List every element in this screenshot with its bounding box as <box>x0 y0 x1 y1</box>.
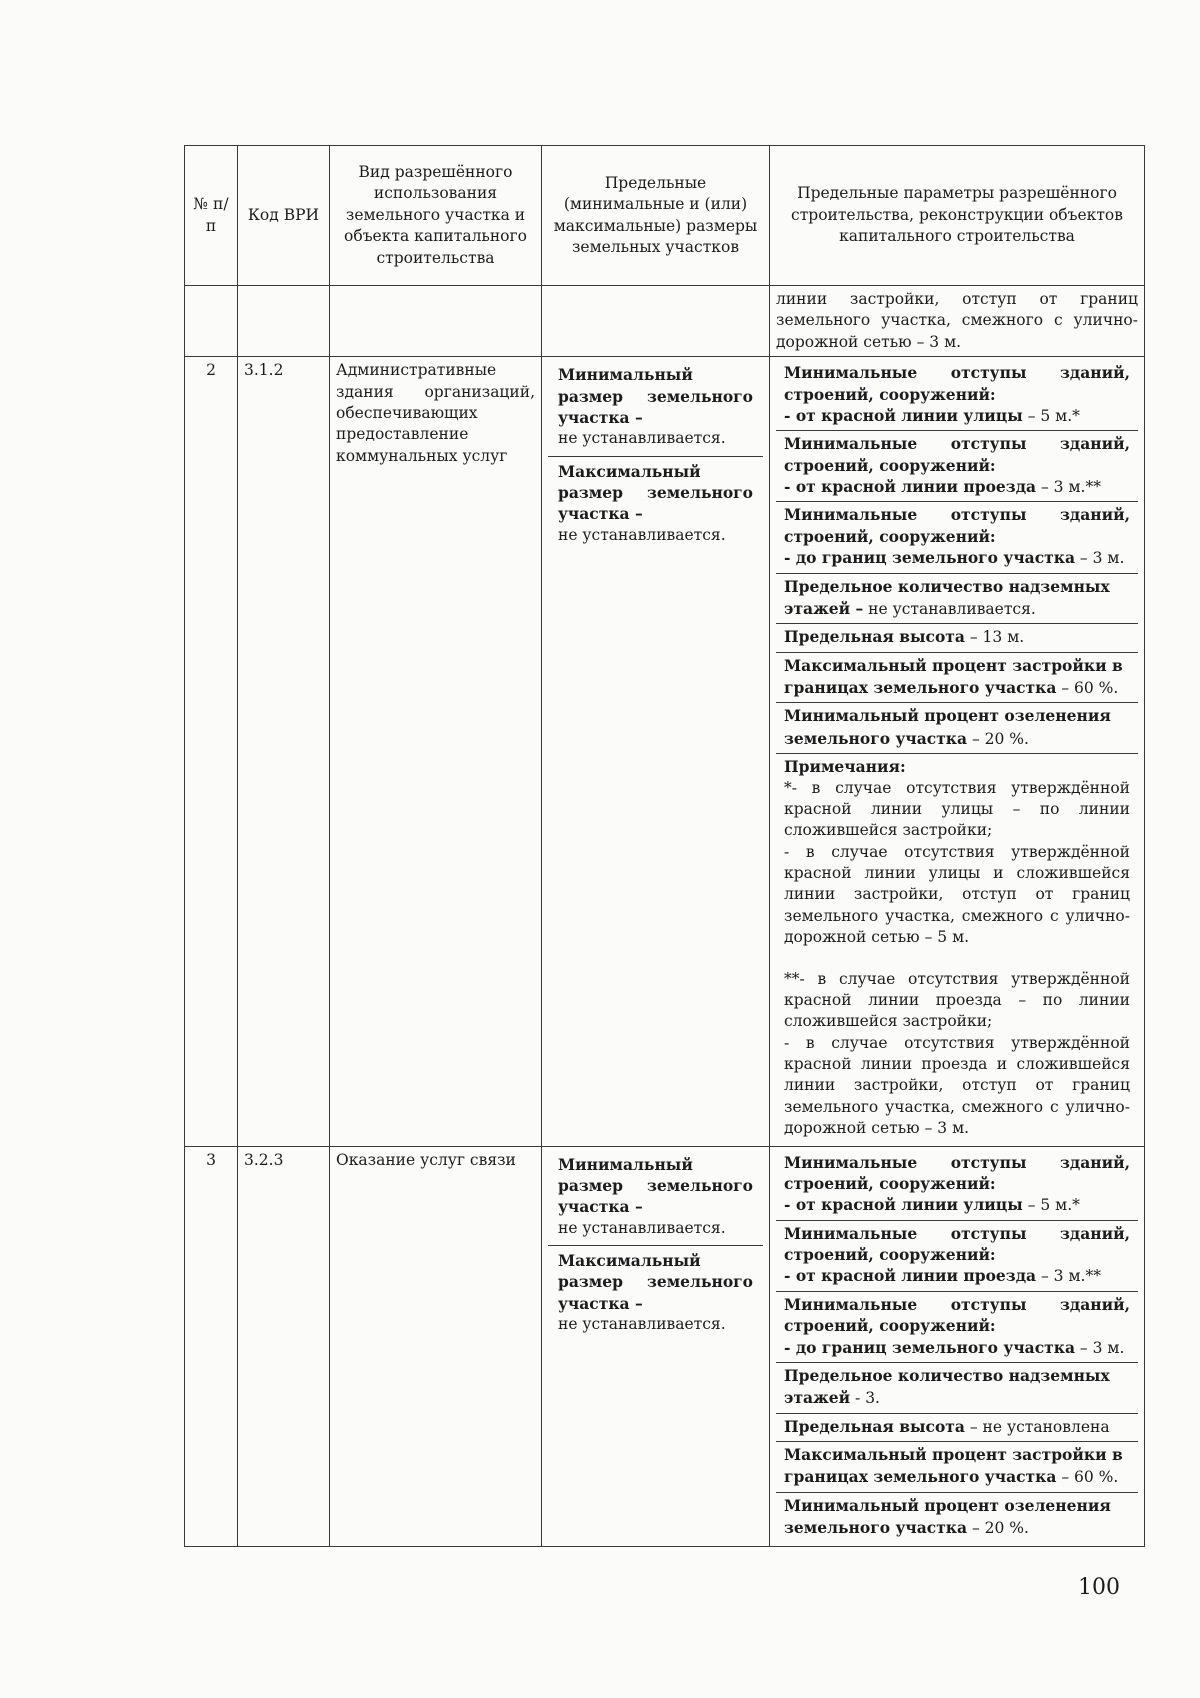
param-line: - от красной линии улицы <box>784 1195 1023 1215</box>
header-code: Код ВРИ <box>238 146 330 286</box>
page-number: 100 <box>1078 1575 1120 1600</box>
min-size-block <box>548 1150 763 1246</box>
row-code: 3.1.2 <box>238 357 330 1146</box>
cell-empty <box>542 286 770 357</box>
row-use-name: Оказание услуг связи <box>330 1146 542 1546</box>
param-item <box>776 1292 1138 1363</box>
table-row <box>185 1146 1145 1546</box>
notes-title: Примечания: <box>784 757 906 777</box>
param-line: - до границ земельного участка <box>784 1337 1075 1357</box>
note-paragraph: - в случае отсутствия утверждённой красной линии улицы и сложившейся линии застройки, отступ от границ земельного участка, смежного с улично-дорожной сетью – 5 м. <box>784 842 1130 947</box>
param-bold: Максимальный процент застройки в границах земельного участка <box>784 655 1123 697</box>
max-size-value: не устанавливается. <box>558 525 726 544</box>
param-item <box>776 1363 1138 1414</box>
param-item <box>776 1493 1138 1543</box>
max-size-value: не устанавливается. <box>558 1315 726 1334</box>
param-item <box>776 574 1138 625</box>
row-params-cell <box>770 357 1145 1146</box>
param-item <box>776 502 1138 573</box>
table-row <box>185 357 1145 1146</box>
row-use-name: Административные здания организаций, обеспечивающих предоставление коммунальных услуг <box>330 357 542 1146</box>
row-code: 3.2.3 <box>238 1146 330 1546</box>
param-bold: Предельное количество надземных этажей – <box>784 576 1110 618</box>
param-bold: Предельная высота <box>784 1416 965 1436</box>
param-bold: Минимальные отступы зданий, строений, сооружений: <box>784 505 1130 546</box>
param-value: – 3 м.** <box>1036 478 1101 496</box>
cell-empty <box>330 286 542 357</box>
param-bold: Минимальные отступы зданий, строений, сооружений: <box>784 1294 1130 1336</box>
param-value: – 20 %. <box>967 729 1029 748</box>
cell-empty <box>238 286 330 357</box>
header-num: № п/п <box>185 146 238 286</box>
param-bold: Минимальный процент озеленения земельного участка <box>784 1495 1111 1538</box>
row-num: 3 <box>185 1146 238 1546</box>
param-item <box>776 1442 1138 1493</box>
note-paragraph: **- в случае отсутствия утверждённой красной линии проезда – по линии сложившейся застройки; <box>784 969 1130 1031</box>
header-type: Вид разрешённого использования земельного участка и объекта капитального строительства <box>330 146 542 286</box>
continuation-row <box>185 286 1145 357</box>
header-params: Предельные параметры разрешённого строительства, реконструкции объектов капитального строительства <box>770 146 1145 286</box>
zoning-table <box>184 145 1145 1547</box>
param-bold: Максимальный процент застройки в границах земельного участка <box>784 1445 1123 1487</box>
note-paragraph: *- в случае отсутствия утверждённой красной линии улицы – по линии сложившейся застройки; <box>784 778 1130 840</box>
max-size-label: Максимальный размер земельного участка – <box>558 1251 753 1313</box>
notes-block <box>776 754 1138 1142</box>
param-line: - до границ земельного участка <box>784 548 1075 568</box>
param-value: – не установлена <box>964 1417 1110 1436</box>
param-value: – 60 %. <box>1056 679 1119 697</box>
param-value: – 3 м. <box>1075 549 1125 568</box>
param-line: - от красной линии улицы <box>784 405 1023 425</box>
param-item <box>776 360 1138 431</box>
param-line: - от красной линии проезда <box>784 477 1037 496</box>
param-bold: Минимальные отступы зданий, строений, сооружений: <box>784 1152 1130 1193</box>
param-item <box>776 703 1138 754</box>
max-size-label: Максимальный размер земельного участка – <box>558 461 753 524</box>
cell-empty <box>185 286 238 357</box>
param-value: – 5 м.* <box>1022 1196 1080 1215</box>
note-paragraph: - в случае отсутствия утверждённой красной линии проезда и сложившейся линии застройки, отступ от границ земельного участка, смежного с улично-дорожной сетью – 3 м. <box>784 1033 1130 1138</box>
row-num: 2 <box>185 357 238 1146</box>
param-item <box>776 1414 1138 1442</box>
min-size-block <box>548 360 763 456</box>
param-bold: Предельная высота <box>784 627 965 647</box>
param-item <box>776 624 1138 652</box>
param-value: – 13 м. <box>964 628 1025 647</box>
param-value: – 20 %. <box>967 1519 1029 1538</box>
param-bold: Минимальные отступы зданий, строений, сооружений: <box>784 434 1130 475</box>
row-size-cell <box>542 1146 770 1546</box>
min-size-label: Минимальный размер земельного участка – <box>558 1154 753 1217</box>
param-item <box>776 653 1138 704</box>
param-value: – 3 м. <box>1075 1338 1125 1357</box>
param-value: не устанавливается. <box>863 599 1036 618</box>
param-bold: Предельное количество надземных этажей <box>784 1365 1110 1408</box>
param-value: – 3 м.** <box>1036 1267 1101 1286</box>
table-header-row <box>185 146 1145 286</box>
param-line: - от красной линии проезда <box>784 1266 1037 1286</box>
header-size: Предельные (минимальные и (или) максимальные) размеры земельных участков <box>542 146 770 286</box>
param-item <box>776 431 1138 502</box>
param-value: - 3. <box>850 1389 880 1408</box>
continuation-text: линии застройки, отступ от границ земельного участка, смежного с улично-дорожной сетью – 3 м. <box>770 286 1145 357</box>
max-size-block <box>548 456 763 553</box>
min-size-value: не устанавливается. <box>558 1218 726 1237</box>
max-size-block <box>548 1245 763 1342</box>
param-item <box>776 1150 1138 1221</box>
min-size-label: Минимальный размер земельного участка – <box>558 365 753 427</box>
min-size-value: не устанавливается. <box>558 429 726 448</box>
param-bold: Минимальные отступы зданий, строений, сооружений: <box>784 363 1130 404</box>
param-value: – 60 %. <box>1056 1468 1119 1487</box>
param-bold: Минимальные отступы зданий, строений, сооружений: <box>784 1223 1130 1264</box>
row-params-cell <box>770 1146 1145 1546</box>
row-size-cell <box>542 357 770 1146</box>
param-value: – 5 м.* <box>1022 406 1080 425</box>
param-item <box>776 1221 1138 1292</box>
param-bold: Минимальный процент озеленения земельного участка <box>784 706 1111 748</box>
